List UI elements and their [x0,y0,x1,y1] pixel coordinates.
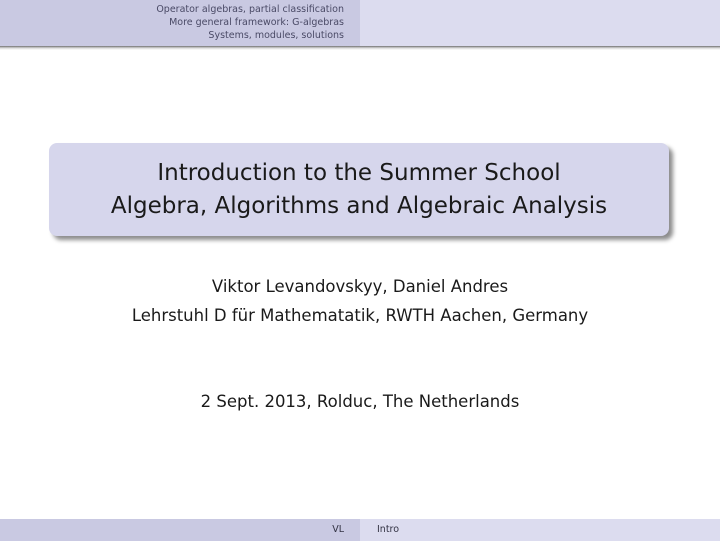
author-block [0,272,720,330]
footer-left-panel [0,519,360,541]
nav-section-g-algebras[interactable]: More general framework: G-algebras [169,17,344,28]
footer-author-short: VL [332,524,344,535]
top-navigation-bar [0,0,720,46]
author-names: Viktor Levandovskyy, Daniel Andres [211,277,509,296]
nav-section-operator-algebras[interactable]: Operator algebras, partial classification [156,4,344,15]
footer-title-short: Intro [377,524,400,535]
slide-title-line-1: Introduction to the Summer School [157,159,561,186]
slide-title-box [49,143,669,236]
section-navigation [156,3,344,42]
nav-section-systems-modules[interactable]: Systems, modules, solutions [208,30,344,41]
presentation-date: 2 Sept. 2013, Rolduc, The Netherlands [200,392,520,411]
top-bar-shadow [0,46,720,50]
slide-title-line-2: Algebra, Algorithms and Algebraic Analysis [110,192,608,219]
footer-bar [0,519,720,541]
author-affiliation: Lehrstuhl D für Mathematatik, RWTH Aachen, Germany [131,306,589,325]
